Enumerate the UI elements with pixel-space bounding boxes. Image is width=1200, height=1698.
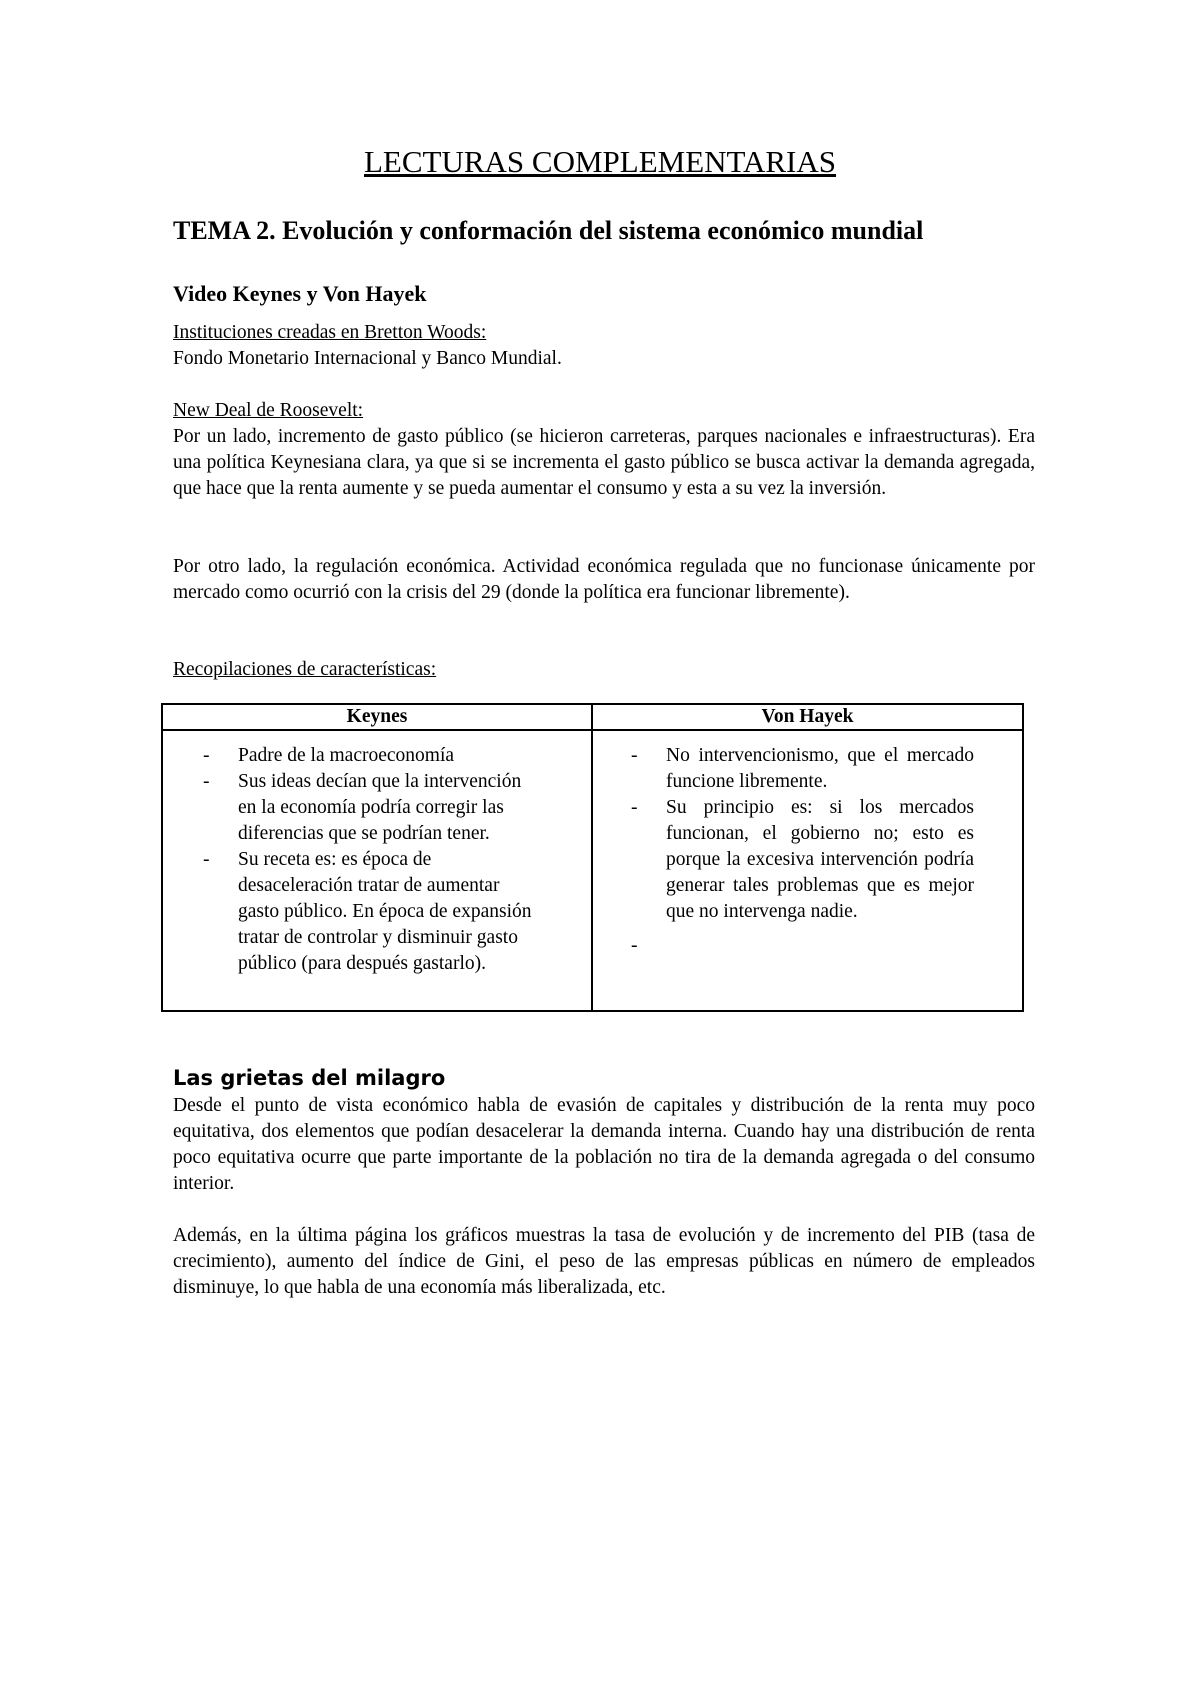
topic-heading: TEMA 2. Evolución y conformación del sistema económico mundial	[173, 216, 924, 245]
list-dash: -	[631, 797, 638, 818]
new-deal-heading: New Deal de Roosevelt:	[173, 400, 364, 421]
list-item	[203, 743, 543, 769]
hayek-item-2: Su principio es: si los mercados funcionan, el gobierno no; esto es porque la excesiva intervención podría generar tales problemas que es mejor que no intervenga nadie.	[666, 797, 974, 922]
list-item	[203, 847, 543, 977]
recopilaciones-heading-text: Recopilaciones de características:	[173, 659, 437, 680]
hayek-item-1: No intervencionismo, que el mercado funcione libremente.	[666, 745, 974, 792]
hayek-list	[631, 743, 974, 956]
keynes-item-1: Padre de la macroeconomía	[238, 745, 455, 766]
list-dash: -	[203, 849, 210, 870]
table-header-keynes: Keynes	[346, 706, 408, 727]
grietas-paragraph-1: Desde el punto de vista económico habla de evasión de capitales y distribución de la renta muy poco equitativa, dos elementos que podían desacelerar la demanda interna. Cuando hay una distribución de renta poco equitativa ocurre que parte importante de la población no tira de la demanda agregada o del consumo interior.	[173, 1095, 1035, 1194]
list-dash: -	[203, 745, 210, 766]
list-dash: -	[631, 935, 638, 956]
grietas-paragraph-2: Además, en la última página los gráficos muestras la tasa de evolución y de incremento del PIB (tasa de crecimiento), aumento del índice de Gini, el peso de las empresas públicas en número de empleados disminuye, lo que habla de una economía más liberalizada, etc.	[173, 1225, 1035, 1298]
list-dash: -	[631, 745, 638, 766]
comparison-table	[161, 703, 1024, 1012]
recopilaciones-heading	[173, 657, 1035, 683]
page-title: LECTURAS COMPLEMENTARIAS	[363, 144, 837, 179]
table-header-hayek: Von Hayek	[761, 706, 854, 727]
grietas-heading: Las grietas del milagro	[173, 1066, 446, 1090]
keynes-list	[203, 743, 543, 977]
table-column-divider	[591, 705, 593, 1010]
video-subtitle: Video Keynes y Von Hayek	[173, 281, 427, 306]
bretton-heading: Instituciones creadas en Bretton Woods:	[173, 322, 487, 343]
new-deal-paragraph-2: Por otro lado, la regulación económica. Actividad económica regulada que no funcionase únicamente por mercado como ocurrió con la crisis del 29 (donde la política era funcionar libremente).	[173, 556, 1035, 603]
bretton-body: Fondo Monetario Internacional y Banco Mundial.	[173, 348, 562, 369]
new-deal-paragraph-1: Por un lado, incremento de gasto público (se hicieron carreteras, parques nacionales e infraestructuras). Era una política Keynesiana clara, ya que si se incrementa el gasto público se busca activar la demanda agregada, que hace que la renta aumente y se pueda aumentar el consumo y esta a su vez la inversión.	[173, 426, 1035, 499]
bretton-section	[173, 320, 1035, 372]
new-deal-section	[173, 398, 1035, 502]
list-dash: -	[203, 771, 210, 792]
keynes-item-3: Su receta es: es época de desaceleración tratar de aumentar gasto público. En época de expansión tratar de controlar y disminuir gasto público (para después gastarlo).	[238, 849, 532, 974]
list-item	[631, 743, 974, 795]
keynes-item-2: Sus ideas decían que la intervención en la economía podría corregir las diferencias que se podrían tener.	[238, 771, 522, 844]
list-item	[203, 769, 543, 847]
list-item	[631, 795, 974, 925]
